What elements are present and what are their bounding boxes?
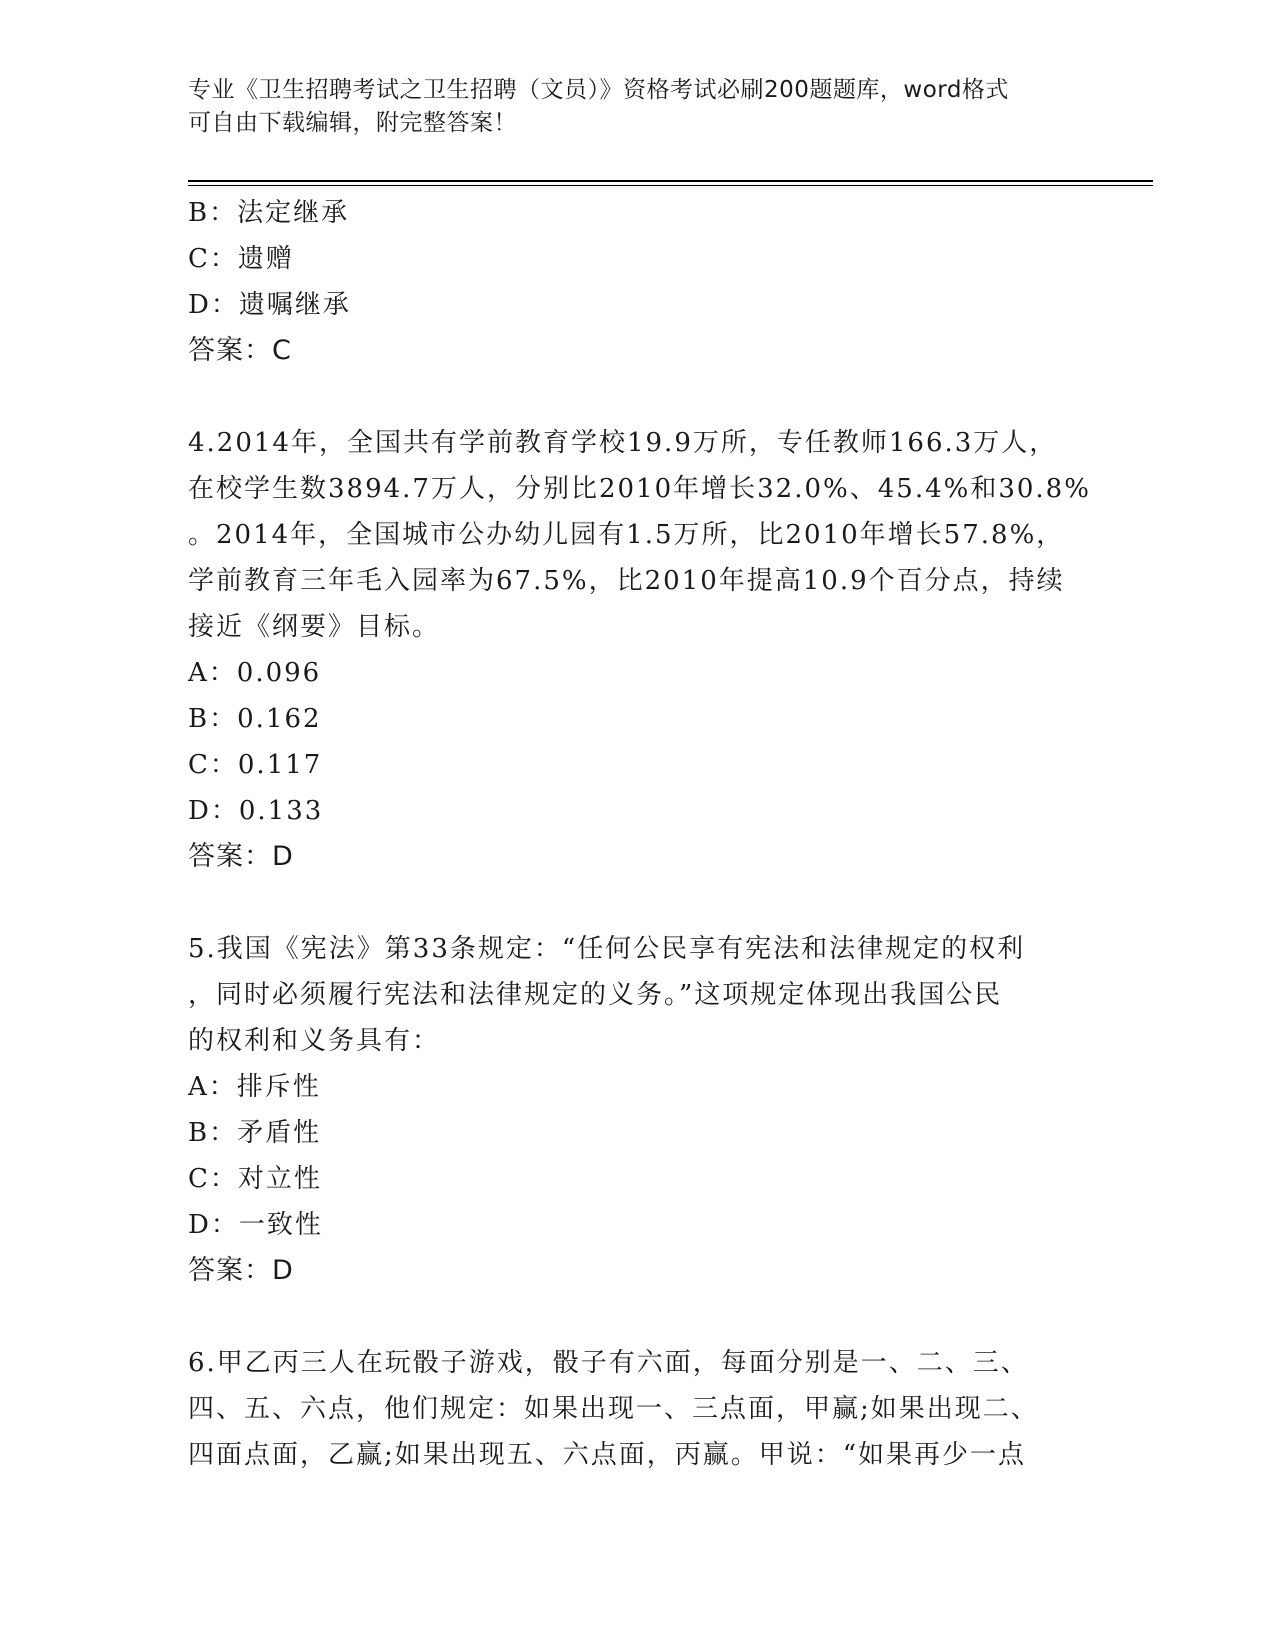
q4-stem-line-2: 在校学生数3894.7万人，分别比2010年增长32.0%、45.4%和30.8% — [188, 474, 1091, 504]
q3-answer: 答案：C — [188, 335, 292, 366]
question-6 — [188, 1340, 1088, 1478]
q4-stem-line-1: 4.2014年，全国共有学前教育学校19.9万所，专任教师166.3万人， — [188, 428, 1058, 458]
q5-stem-line-3: 的权利和义务具有： — [188, 1026, 441, 1056]
q5-stem-line-1: 5.我国《宪法》第33条规定：“任何公民享有宪法和法律规定的权利 — [188, 934, 1026, 964]
question-4 — [188, 420, 1091, 880]
q4-stem-line-4: 学前教育三年毛入园率为67.5%，比2010年提高10.9个百分点，持续 — [188, 566, 1065, 596]
header-rule-thin — [188, 185, 1153, 186]
header-rule-thick — [188, 180, 1153, 182]
q4-stem-line-3: 。2014年，全国城市公办幼儿园有1.5万所，比2010年增长57.8%， — [188, 520, 1065, 550]
q3-option-c: C：遗赠 — [188, 244, 294, 274]
header-line-2: 可自由下载编辑，附完整答案！ — [188, 110, 517, 136]
q5-stem-line-2: ，同时必须履行宪法和法律规定的义务。”这项规定体现出我国公民 — [188, 980, 1003, 1010]
document-header — [188, 74, 1088, 140]
q4-option-b: B：0.162 — [188, 704, 322, 734]
q5-option-d: D：一致性 — [188, 1210, 323, 1240]
q4-option-c: C：0.117 — [188, 750, 323, 780]
q5-option-a: A：排斥性 — [188, 1072, 321, 1102]
q5-option-c: C：对立性 — [188, 1164, 322, 1194]
question-3-continued — [188, 190, 1088, 374]
question-5 — [188, 926, 1088, 1294]
q6-stem-line-2: 四、五、六点，他们规定：如果出现一、三点面，甲赢;如果出现二、 — [188, 1394, 1039, 1424]
header-line-1: 专业《卫生招聘考试之卫生招聘（文员）》资格考试必刷200题题库，word格式 — [188, 77, 1009, 103]
q3-option-d: D：遗嘱继承 — [188, 290, 351, 320]
q6-stem-line-1: 6.甲乙丙三人在玩骰子游戏，骰子有六面，每面分别是一、二、三、 — [188, 1348, 1029, 1378]
document-body — [188, 190, 1091, 1478]
q6-stem-line-3: 四面点面，乙赢;如果出现五、六点面，丙赢。甲说：“如果再少一点 — [188, 1440, 1027, 1470]
q4-option-a: A：0.096 — [188, 658, 322, 688]
q5-option-b: B：矛盾性 — [188, 1118, 322, 1148]
q4-option-d: D：0.133 — [188, 796, 324, 826]
q3-option-b: B：法定继承 — [188, 198, 350, 228]
q4-answer: 答案：D — [188, 841, 294, 872]
q4-stem-line-5: 接近《纲要》目标。 — [188, 612, 441, 642]
q5-answer: 答案：D — [188, 1255, 294, 1286]
